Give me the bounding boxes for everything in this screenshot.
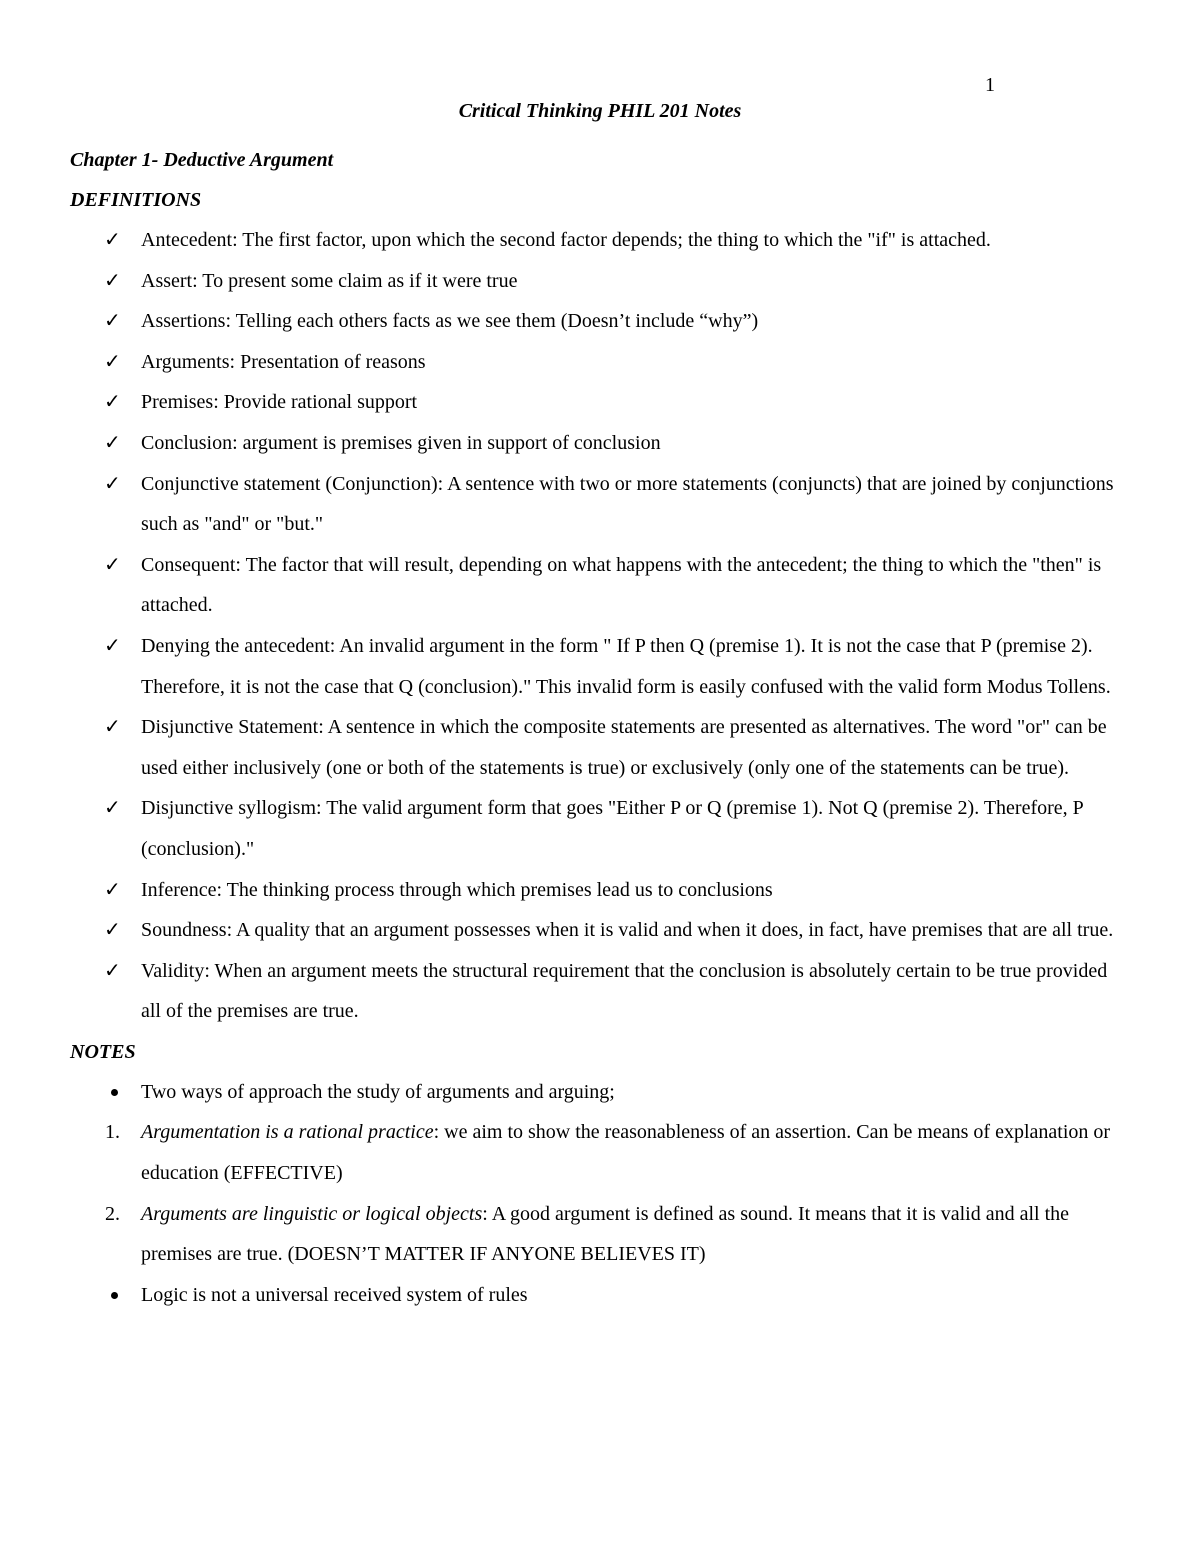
item-number: 1. — [105, 1121, 120, 1144]
definition-item — [70, 870, 1130, 911]
checkmark-icon: ✓ — [104, 959, 121, 982]
notes-list — [70, 1072, 1130, 1316]
definition-text: Validity: When an argument meets the structural requirement that the conclusion is absolutely certain to be true provided all of the premises are true. — [141, 959, 1108, 1023]
checkmark-icon: ✓ — [104, 797, 121, 820]
definition-text: Consequent: The factor that will result, depending on what happens with the antecedent; the thing to which the "then" is attached. — [141, 553, 1102, 617]
definition-item — [70, 910, 1130, 951]
definition-text: Arguments: Presentation of reasons — [141, 350, 426, 373]
checkmark-icon: ✓ — [104, 553, 121, 576]
note-text: Two ways of approach the study of arguments and arguing; — [141, 1080, 615, 1103]
definition-item — [70, 301, 1130, 342]
definition-text: Soundness: A quality that an argument possesses when it is valid and when it does, in fact, have premises that are all true. — [141, 919, 1114, 942]
note-numbered-item — [70, 1112, 1130, 1193]
definition-item — [70, 951, 1130, 1032]
definition-text: Conclusion: argument is premises given in support of conclusion — [141, 431, 661, 454]
definition-item — [70, 788, 1130, 869]
definition-text: Denying the antecedent: An invalid argument in the form " If P then Q (premise 1). It is not the case that P (premise 2). Therefore, it is not the case that Q (conclusion)." This invalid form is easily confused with the valid form Modus Tollens. — [141, 634, 1111, 698]
definition-item — [70, 707, 1130, 788]
bullet-icon — [111, 1089, 118, 1096]
note-bullet-item — [70, 1072, 1130, 1113]
checkmark-icon: ✓ — [104, 716, 121, 739]
note-text: : we aim to show the reasonableness of an assertion. Can be means of explanation or education (EFFECTIVE) — [141, 1121, 1111, 1185]
definition-text: Inference: The thinking process through which premises lead us to conclusions — [141, 878, 773, 901]
bullet-icon — [111, 1292, 118, 1299]
definition-text: Disjunctive Statement: A sentence in which the composite statements are presented as alternatives. The word "or" can be used either inclusively (one or both of the statements is true) or exclusively (only one of the statements can be true). — [141, 716, 1107, 779]
definition-item — [70, 261, 1130, 302]
checkmark-icon: ✓ — [104, 878, 121, 901]
checkmark-icon: ✓ — [104, 391, 121, 414]
definition-text: Disjunctive syllogism: The valid argument form that goes "Either P or Q (premise 1). Not Q (premise 2). Therefore, P (conclusion)." — [141, 797, 1084, 860]
definitions-heading: DEFINITIONS — [70, 189, 202, 211]
checkmark-icon: ✓ — [104, 472, 121, 495]
note-numbered-item — [70, 1194, 1130, 1275]
definition-text: Assertions: Telling each others facts as we see them (Doesn’t include “why”) — [141, 310, 759, 333]
definition-item — [70, 545, 1130, 626]
definition-item — [70, 423, 1130, 464]
definitions-list — [70, 220, 1130, 1032]
definition-item — [70, 220, 1130, 261]
note-text: : A good argument is defined as sound. It means that it is valid and all the premises are true. (DOESN’T MATTER IF ANYONE BELIEVES IT) — [141, 1202, 1070, 1266]
chapter-heading: Chapter 1- Deductive Argument — [70, 149, 334, 171]
definition-item — [70, 626, 1130, 707]
checkmark-icon: ✓ — [104, 350, 121, 373]
note-text: Logic is not a universal received system of rules — [141, 1283, 528, 1306]
page-number: 1 — [985, 74, 995, 96]
document-title: Critical Thinking PHIL 201 Notes — [458, 100, 742, 122]
checkmark-icon: ✓ — [104, 269, 121, 292]
note-bullet-item — [70, 1275, 1130, 1316]
item-number: 2. — [105, 1202, 120, 1225]
checkmark-icon: ✓ — [104, 229, 121, 251]
definition-item — [70, 342, 1130, 383]
definition-text: Antecedent: The first factor, upon which the second factor depends; the thing to which the "if" is attached. — [141, 229, 991, 251]
notes-heading: NOTES — [70, 1040, 136, 1063]
checkmark-icon: ✓ — [104, 919, 121, 942]
definition-text: Assert: To present some claim as if it were true — [141, 269, 518, 292]
note-emphasis: Argumentation is a rational practice — [141, 1121, 434, 1144]
checkmark-icon: ✓ — [104, 310, 121, 333]
checkmark-icon: ✓ — [104, 634, 121, 657]
definition-text: Conjunctive statement (Conjunction): A sentence with two or more statements (conjuncts) that are joined by conjunctions such as "and" or "but." — [141, 472, 1114, 536]
definition-text: Premises: Provide rational support — [141, 391, 418, 414]
note-emphasis: Arguments are linguistic or logical objects — [141, 1202, 483, 1225]
definition-item — [70, 464, 1130, 545]
document-body — [70, 140, 1130, 1315]
checkmark-icon: ✓ — [104, 431, 121, 454]
definition-item — [70, 382, 1130, 423]
